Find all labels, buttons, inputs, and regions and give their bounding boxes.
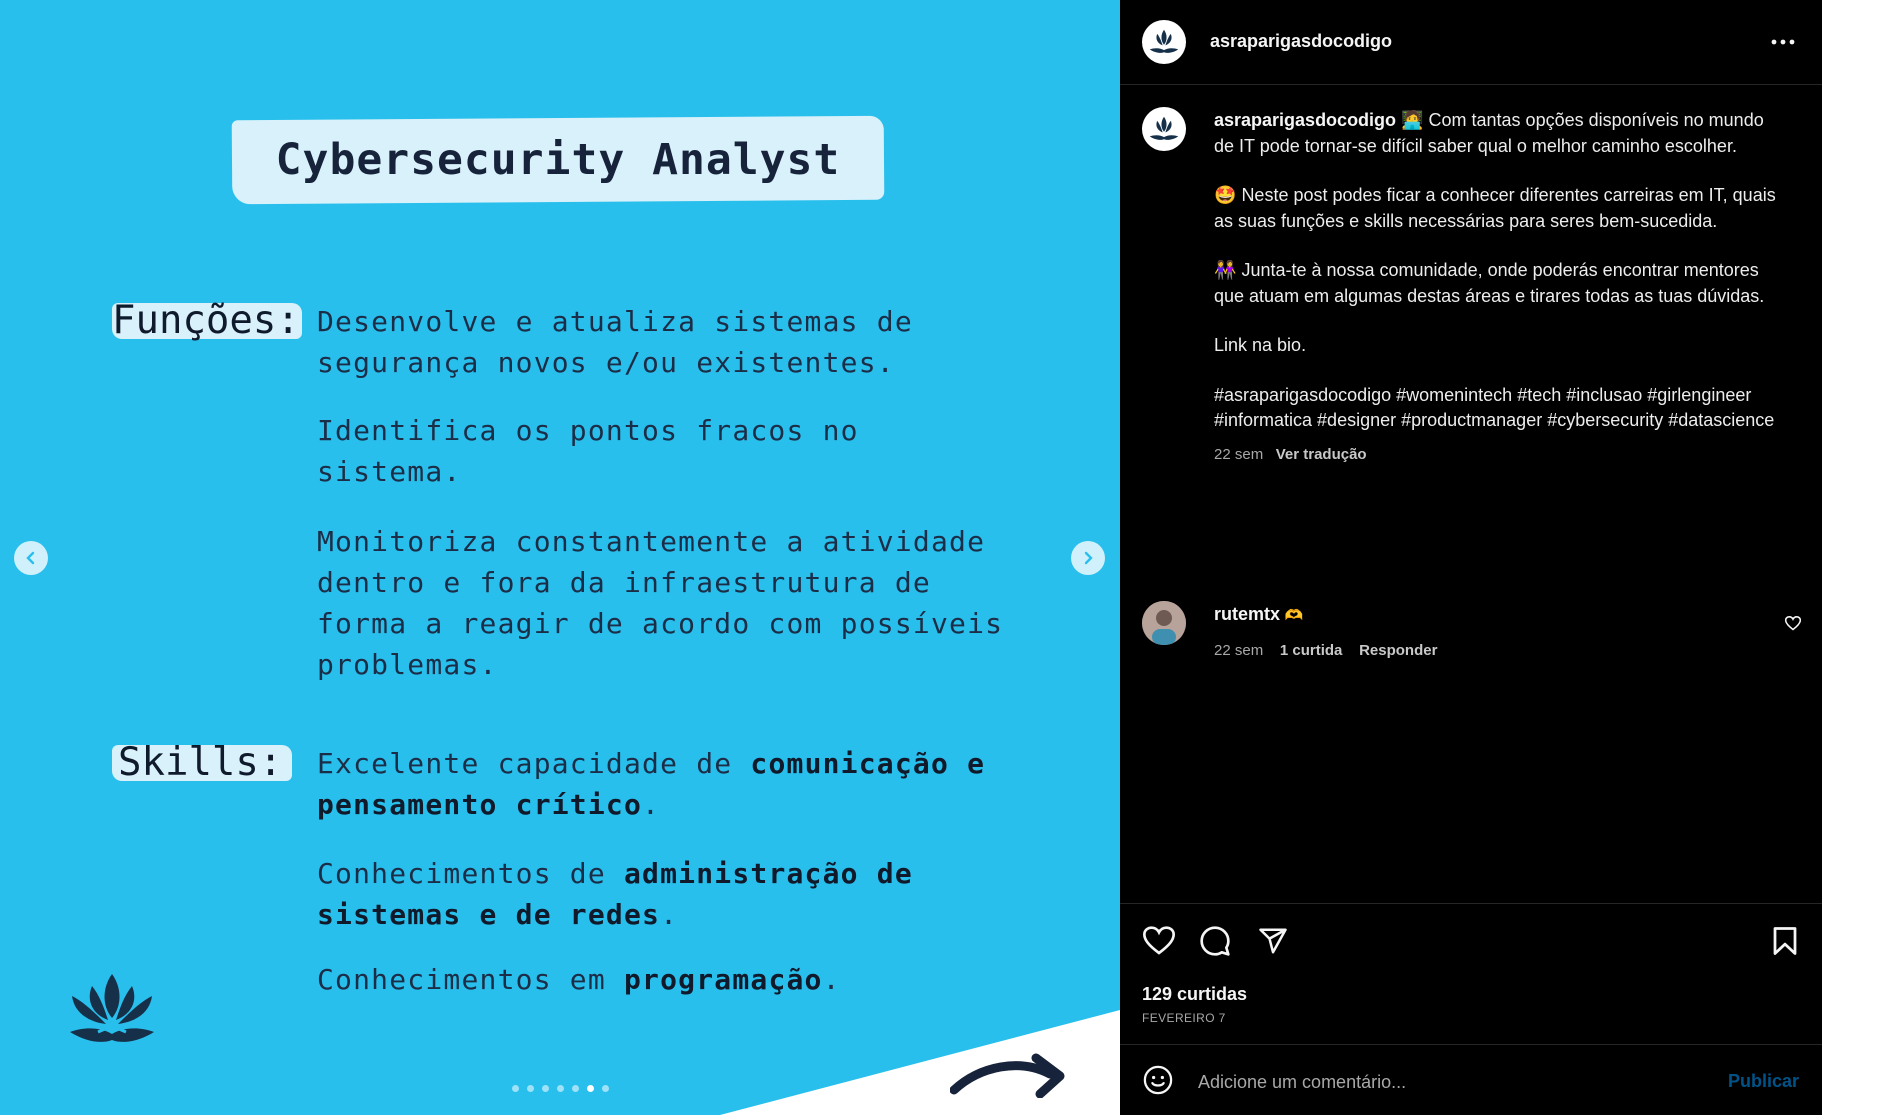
- lotus-logo-icon: [62, 970, 162, 1050]
- skills-label: Skills:: [118, 740, 283, 785]
- skill-item-1: Excelente capacidade de comunicação e pensamento crítico.: [317, 747, 986, 821]
- commenter-avatar[interactable]: [1142, 601, 1186, 645]
- commenter-username[interactable]: rutemtx: [1214, 604, 1281, 624]
- carousel-dot: [602, 1085, 609, 1092]
- slide-title: Cybersecurity Analyst: [275, 135, 841, 185]
- caption-paragraph-1: Com tantas opções disponíveis no mundo de IT pode tornar-se difícil saber qual o melhor caminho escolher.: [1214, 110, 1764, 156]
- see-translation-link[interactable]: Ver tradução: [1275, 445, 1367, 463]
- post-caption: asraparigasdocodigo 🧑‍💻 Com tantas opções disponíveis no mundo de IT pode tornar-se difícil saber qual o melhor caminho escolher. 🤩 Neste post podes ficar a conhecer diferentes carreiras em IT, quais as suas funções e skills necessárias para seres bem-sucedida. 👭 Junta-te à nossa comunidade, onde poderás encontrar mentores que atuam em algumas destas áreas e tirares todas as tuas dúvidas. Link na bio. #asraparigasdocodigo #womenintech #tech #inclusao #girlengineer #informatica #designer #productmanager #cybersecurity #datascience 22 sem Ver tradução: [1214, 108, 1784, 467]
- comment-body: rutemtx 🫶: [1214, 604, 1304, 624]
- functions-label: Funções:: [112, 298, 300, 343]
- curved-arrow-icon: [950, 1052, 1068, 1098]
- save-button[interactable]: [1768, 924, 1802, 958]
- function-item-2: Identifica os pontos fracos no sistema.: [317, 414, 859, 488]
- comment-time[interactable]: 22 sem: [1214, 642, 1264, 659]
- skill-item-3: Conhecimentos em programação.: [317, 963, 841, 996]
- emoji-picker-button[interactable]: [1142, 1064, 1174, 1096]
- carousel-dot: [527, 1085, 534, 1092]
- caption-hashtags[interactable]: #asraparigasdocodigo #womenintech #tech #inclusao #girlengineer #informatica #designer #productmanager #cybersecurity #datascience: [1214, 384, 1775, 430]
- carousel-dot: [587, 1085, 594, 1092]
- likes-count[interactable]: 129 curtidas: [1142, 984, 1248, 1004]
- comment-meta: [1214, 642, 1437, 659]
- chevron-right-icon: [1081, 551, 1095, 565]
- bookmark-icon: [1772, 926, 1798, 956]
- actions-divider: [1120, 903, 1822, 904]
- caption-paragraph-4: Link na bio.: [1214, 335, 1307, 355]
- comment-button[interactable]: [1198, 924, 1232, 958]
- header-divider: [1120, 84, 1822, 85]
- more-options-button[interactable]: [1768, 30, 1798, 54]
- comment-like-button[interactable]: [1784, 614, 1802, 632]
- next-slide-button[interactable]: [1071, 541, 1105, 575]
- function-item-3: Monitoriza constantemente a atividade dentro e fora da infraestrutura de forma a reagir de acordo com possíveis problemas.: [317, 525, 1004, 681]
- prev-slide-button[interactable]: [14, 541, 48, 575]
- post-date[interactable]: FEVEREIRO 7: [1142, 1011, 1226, 1025]
- lotus-logo-icon: [1147, 28, 1181, 56]
- comment-bubble-icon: [1199, 925, 1231, 957]
- comment-reply-button[interactable]: Responder: [1359, 642, 1438, 659]
- publish-button[interactable]: Publicar: [1728, 1071, 1800, 1091]
- caption-paragraph-2: Neste post podes ficar a conhecer diferentes carreiras em IT, quais as suas funções e skills necessárias para seres bem-sucedida.: [1214, 185, 1776, 231]
- comment-box-divider: [1120, 1044, 1822, 1045]
- caption-username[interactable]: asraparigasdocodigo: [1214, 110, 1397, 130]
- comment-input[interactable]: [1196, 1066, 1680, 1098]
- carousel-dot: [542, 1085, 549, 1092]
- carousel-dot: [557, 1085, 564, 1092]
- carousel-indicator: [512, 1085, 609, 1092]
- person-photo-icon: [1142, 601, 1186, 645]
- page-background: [1822, 0, 1893, 1115]
- post-sidebar: [1120, 0, 1822, 1115]
- comment-likes[interactable]: 1 curtida: [1279, 642, 1343, 659]
- caption-avatar[interactable]: [1142, 107, 1186, 151]
- like-button[interactable]: [1142, 924, 1176, 958]
- caption-time[interactable]: 22 sem: [1214, 445, 1264, 463]
- chevron-left-icon: [24, 551, 38, 565]
- lotus-logo-icon: [1147, 115, 1181, 143]
- more-horizontal-icon: [1771, 39, 1795, 45]
- carousel-dot: [512, 1085, 519, 1092]
- heart-outline-icon: [1785, 616, 1801, 631]
- smiley-icon: [1143, 1065, 1173, 1095]
- function-item-1: Desenvolve e atualiza sistemas de segurança novos e/ou existentes.: [317, 305, 913, 379]
- caption-paragraph-3: Junta-te à nossa comunidade, onde poderás encontrar mentores que atuam em algumas destas áreas e tirares todas as tuas dúvidas.: [1214, 260, 1765, 306]
- send-paper-plane-icon: [1258, 926, 1288, 956]
- author-avatar[interactable]: [1142, 20, 1186, 64]
- author-username[interactable]: asraparigasdocodigo: [1210, 31, 1393, 51]
- skill-item-2: Conhecimentos de administração de sistemas e de redes.: [317, 857, 913, 931]
- heart-outline-icon: [1143, 926, 1175, 956]
- carousel-dot: [572, 1085, 579, 1092]
- share-button[interactable]: [1256, 924, 1290, 958]
